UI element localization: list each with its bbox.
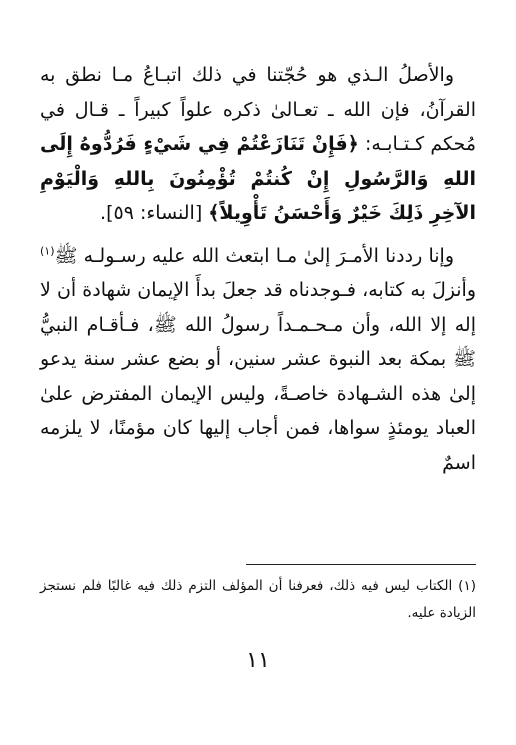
paragraph-2-rest: وأنزلَ به كتابه، فـوجدناه قد جعلَ بدأَ الإيمان شهادة أن لا إله إلا الله، وأن مـحـمـداً رسولُ الله ﷺ، فـأقـام النبيُّ ﷺ بمكة بعد النبوة عشر سنين، أو بضع عشر سنة يدعو إلىٰ هذه الشـهادة خاصـةً، وليس الإيمان المفترض علىٰ العباد يومئذٍ سواها، فمن أجاب إليها كان مؤمنًا، لا يلزمه اسمٌ (40, 279, 476, 474)
page-content (40, 58, 476, 480)
paragraph-1 (40, 58, 476, 231)
footnote-marker: (١) (40, 244, 55, 258)
paragraph-2 (40, 239, 476, 481)
footnote-divider (246, 564, 476, 565)
main-text (40, 58, 476, 480)
footnotes (40, 573, 476, 627)
paragraph-2-lead: وإنا رددنا الأمـرَ إلىٰ مـا ابتعث الله عليه رسـولـه ﷺ (54, 244, 454, 267)
page-number: ١١ (246, 648, 270, 673)
footnote-1: (١) الكتاب ليس فيه ذلك، فعرفنا أن المؤلف التزم ذلك فيه غالبًا فلم نستجز الزيادة عليه. (40, 578, 476, 621)
quran-verse: ﴿فَإِنْ تَنَازَعْتُمْ فِي شَيْءٍ فَرُدُّوهُ إِلَى اللهِ وَالرَّسُولِ إِنْ كُنتُمْ تُؤْمِنُونَ بِاللهِ وَالْيَوْمِ الآخِرِ ذَلِكَ خَيْرٌ وَأَحْسَنُ تَأْوِيلاً﴾ (40, 133, 476, 224)
paragraph-1-lead: والأصلُ الـذي هو حُجّتنا في ذلك اتبـاعُ مـا نطق به القرآنُ، فإن الله ـ تعـالىٰ ذكره علواً كبيراً ـ قـال في مُحكم كـتـابـه: (40, 64, 476, 155)
verse-citation: [النساء: ٥٩]. (100, 202, 203, 224)
